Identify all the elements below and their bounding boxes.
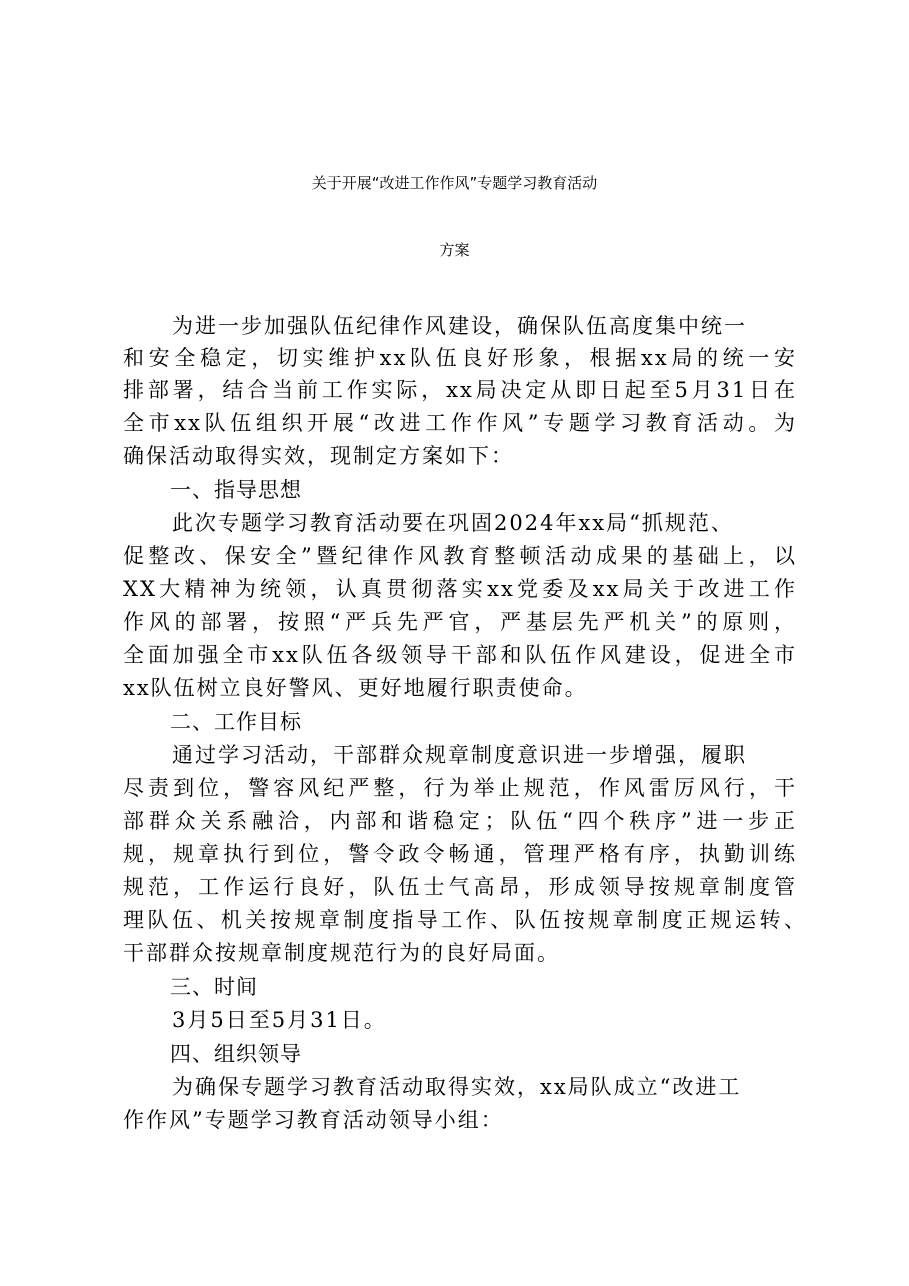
section1-line-3: XX大精神为统领，认真贯彻落实xx党委及xx局关于改进工作 <box>123 577 797 601</box>
section1-line-4: 作风的部署，按照“严兵先严官，严基层先严机关”的原则， <box>123 610 797 634</box>
document-title-line-1: 关于开展“改进工作作风”专题学习教育活动 <box>311 174 598 192</box>
section3-line-1: 3月5日至5月31日。 <box>172 1008 387 1032</box>
section2-line-5: 规范，工作运行良好，队伍士气高昂，形成领导按规章制度管 <box>123 875 797 899</box>
section4-line-1: 为确保专题学习教育活动取得实效，xx局队成立“改进工 <box>172 1075 742 1099</box>
section1-line-5: 全面加强全市xx队伍各级领导干部和队伍作风建设，促进全市 <box>123 643 797 667</box>
intro-line-5: 确保活动取得实效，现制定方案如下： <box>123 444 514 468</box>
section1-line-1: 此次专题学习教育活动要在巩固2024年xx局“抓规范、 <box>172 511 734 535</box>
section2-line-2: 尽责到位，警容风纪严整，行为举止规范，作风雷厉风行，干 <box>123 776 797 800</box>
section2-line-3: 部群众关系融洽，内部和谐稳定；队伍“四个秩序”进一步正 <box>123 809 797 833</box>
document-title-line-2: 方案 <box>439 241 470 259</box>
intro-line-2: 和安全稳定，切实维护xx队伍良好形象，根据xx局的统一安 <box>123 346 797 370</box>
section2-line-7: 干部群众按规章制度规范行为的良好局面。 <box>123 941 560 965</box>
section-heading-work-goals: 二、工作目标 <box>170 710 302 734</box>
intro-line-3: 排部署，结合当前工作实际，xx局决定从即日起至5月31日在 <box>123 378 797 402</box>
section-heading-guiding-thought: 一、指导思想 <box>170 478 302 502</box>
section-heading-organization: 四、组织领导 <box>170 1042 302 1066</box>
intro-line-1: 为进一步加强队伍纪律作风建设，确保队伍高度集中统一 <box>172 314 747 338</box>
section4-line-2: 作作风”专题学习教育活动领导小组： <box>123 1108 504 1132</box>
section1-line-2: 促整改、保安全”暨纪律作风教育整顿活动成果的基础上，以 <box>123 544 797 568</box>
intro-line-4: 全市xx队伍组织开展“改进工作作风”专题学习教育活动。为 <box>123 411 797 435</box>
section-heading-time: 三、时间 <box>170 975 258 999</box>
section2-line-4: 规，规章执行到位，警令政令畅通，管理严格有序，执勤训练 <box>123 842 797 866</box>
section1-line-6: xx队伍树立良好警风、更好地履行职责使命。 <box>123 676 588 700</box>
section2-line-6: 理队伍、机关按规章制度指导工作、队伍按规章制度正规运转、 <box>123 908 807 932</box>
section2-line-1: 通过学习活动，干部群众规章制度意识进一步增强，履职 <box>172 743 747 767</box>
